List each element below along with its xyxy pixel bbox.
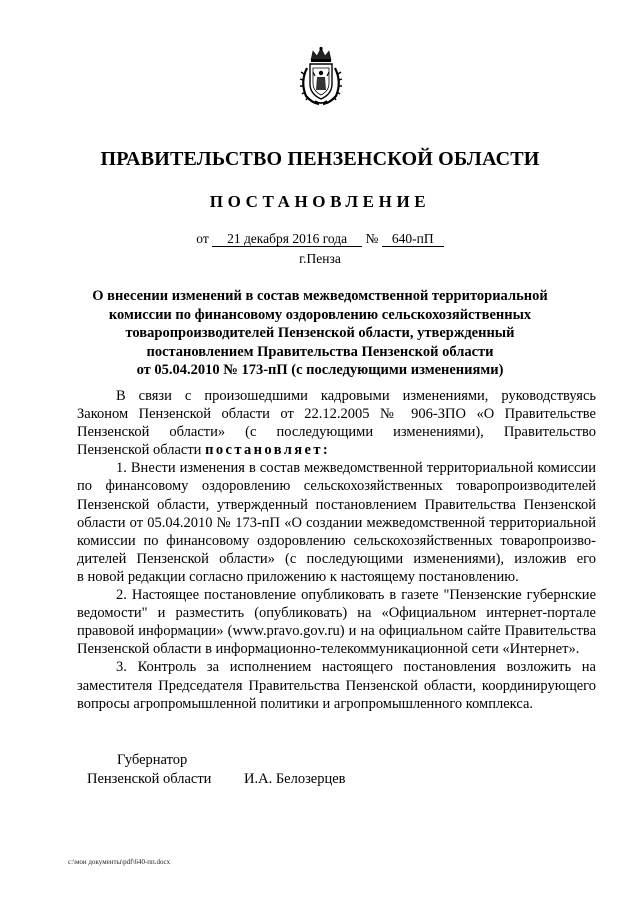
organization-title: ПРАВИТЕЛЬСТВО ПЕНЗЕНСКОЙ ОБЛАСТИ bbox=[100, 148, 540, 170]
subject-line: постановлением Правительства Пензенской области bbox=[146, 343, 494, 360]
subject-line: от 05.04.2010 № 173-пП (с последующими изменениями) bbox=[136, 362, 504, 379]
body-line: Законом Пензенской области от 22.12.2005 № 906-ЗПО «О Правительстве bbox=[77, 406, 596, 423]
body-line: 2. Настоящее постановление опубликовать в газете "Пензенские губернские bbox=[116, 587, 596, 604]
body-line: правовой информации» (www.pravo.gov.ru) и на официальном сайте Правительства bbox=[77, 623, 596, 640]
body-line: комиссии по финансовому оздоровлению сельскохозяйственных товаропроизво- bbox=[77, 532, 596, 549]
body-line bbox=[77, 441, 596, 459]
body-line: вопросы агропромышленной политики и агропромышленного комплекса. bbox=[77, 695, 534, 712]
date-number-line bbox=[0, 231, 640, 247]
body-line: Пензенской области в информационно-телекоммуникационной сети «Интернет». bbox=[77, 641, 580, 658]
body-line: Пензенской области, утвержденный постановлением Правительства Пензенской bbox=[77, 496, 596, 513]
document-type: ПОСТАНОВЛЕНИЕ bbox=[209, 192, 431, 211]
coat-of-arms-emblem bbox=[298, 46, 344, 106]
preamble bbox=[77, 387, 596, 459]
resolves-word: постановляет: bbox=[205, 442, 331, 459]
item-1 bbox=[77, 459, 596, 586]
body-line: В связи с произошедшими кадровыми изменениями, руководствуясь bbox=[116, 388, 596, 404]
signatory-region: Пензенской области bbox=[87, 771, 212, 787]
body-line: по финансовому оздоровлению сельскохозяйственных товаропроизводителей bbox=[77, 478, 596, 495]
subject-line: товаропроизводителей Пензенской области, утвержденный bbox=[125, 325, 515, 342]
document-subject bbox=[60, 287, 580, 380]
date-prefix: от bbox=[196, 231, 209, 246]
item-2 bbox=[77, 586, 596, 658]
footer-file-path: c:\мои документы\pdf\640-пп.docx bbox=[68, 858, 171, 866]
body-line: заместителя Председателя Правительства Пензенской области, координирующего bbox=[77, 677, 596, 694]
body-line: 1. Внести изменения в состав межведомственной территориальной комиссии bbox=[116, 460, 596, 477]
item-3 bbox=[77, 658, 596, 712]
subject-line: комиссии по финансовому оздоровлению сельскохозяйственных bbox=[108, 306, 532, 323]
body-line: 3. Контроль за исполнением настоящего постановления возложить на bbox=[116, 659, 596, 676]
body-line: ведомости" и разместить (опубликовать) на «Официальном интернет-портале bbox=[77, 605, 596, 622]
document-body bbox=[77, 387, 596, 713]
body-line: дителей Пензенской области» (с последующими изменениями), изложив его bbox=[77, 550, 596, 567]
signatory-title: Губернатор bbox=[117, 752, 188, 768]
body-line: Пензенской области» (с последующими изменениями), Правительство bbox=[77, 424, 596, 441]
preamble-tail: Пензенской области bbox=[77, 442, 206, 459]
document-date: 21 декабря 2016 года bbox=[212, 232, 362, 247]
subject-line: О внесении изменений в состав межведомственной территориальной bbox=[92, 288, 548, 304]
document-number: 640-пП bbox=[382, 232, 444, 247]
signatory-name: И.А. Белозерцев bbox=[244, 771, 346, 787]
body-line: области от 05.04.2010 № 173-пП «О создании межведомственной территориальной bbox=[77, 514, 596, 531]
body-line: в новой редакции согласно приложению к настоящему постановлению. bbox=[77, 568, 519, 585]
city: г.Пенза bbox=[299, 251, 341, 266]
number-prefix: № bbox=[365, 231, 379, 246]
